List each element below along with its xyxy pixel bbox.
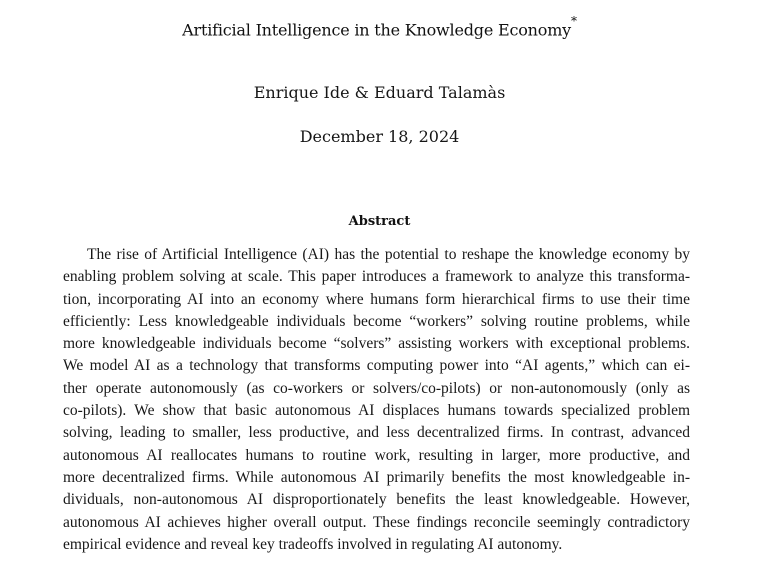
- abstract-line: efficiently: Less knowledgeable individuals become “workers” solving routine problems, while: [63, 312, 690, 330]
- abstract-line: empirical evidence and reveal key tradeoffs involved in regulating AI autonomy.: [63, 535, 563, 553]
- paper-authors: Enrique Ide & Eduard Talamàs: [253, 83, 506, 102]
- abstract-line: autonomous AI achieves higher overall output. These findings reconcile seemingly contradictory: [63, 513, 690, 531]
- paper-title-text: Artificial Intelligence in the Knowledge Economy: [182, 20, 572, 40]
- abstract-line: enabling problem solving at scale. This paper introduces a framework to analyze this transforma-: [63, 268, 690, 286]
- abstract-heading: Abstract: [348, 214, 411, 229]
- abstract-line: more decentralized firms. While autonomous AI primarily benefits the most knowledgeable in-: [63, 468, 690, 486]
- abstract-body: [63, 244, 690, 556]
- paper-date: December 18, 2024: [299, 127, 460, 146]
- abstract-line: The rise of Artificial Intelligence (AI) has the potential to reshape the knowledge economy by: [87, 246, 690, 263]
- abstract-line: ther operate autonomously (as co-workers or solvers/co-pilots) or non-autonomously (only as: [63, 379, 690, 397]
- abstract-line: dividuals, non-autonomous AI disproportionately benefits the least knowledgeable. However,: [63, 491, 690, 509]
- abstract-line: We model AI as a technology that transforms computing power into “AI agents,” which can ei-: [63, 357, 690, 375]
- paper-title: [0, 14, 759, 40]
- abstract-line: more knowledgeable individuals become “solvers” assisting workers with exceptional problems.: [63, 335, 690, 353]
- abstract-line: tion, incorporating AI into an economy where humans form hierarchical firms to use their time: [63, 290, 690, 308]
- abstract-line: co-pilots). We show that basic autonomous AI displaces humans towards specialized problem: [63, 402, 690, 420]
- abstract-line: autonomous AI reallocates humans to routine work, resulting in larger, more productive, and: [63, 446, 690, 464]
- abstract-line: solving, leading to smaller, less productive, and less decentralized firms. In contrast, advanced: [63, 424, 690, 442]
- title-footnote-marker: *: [571, 14, 577, 28]
